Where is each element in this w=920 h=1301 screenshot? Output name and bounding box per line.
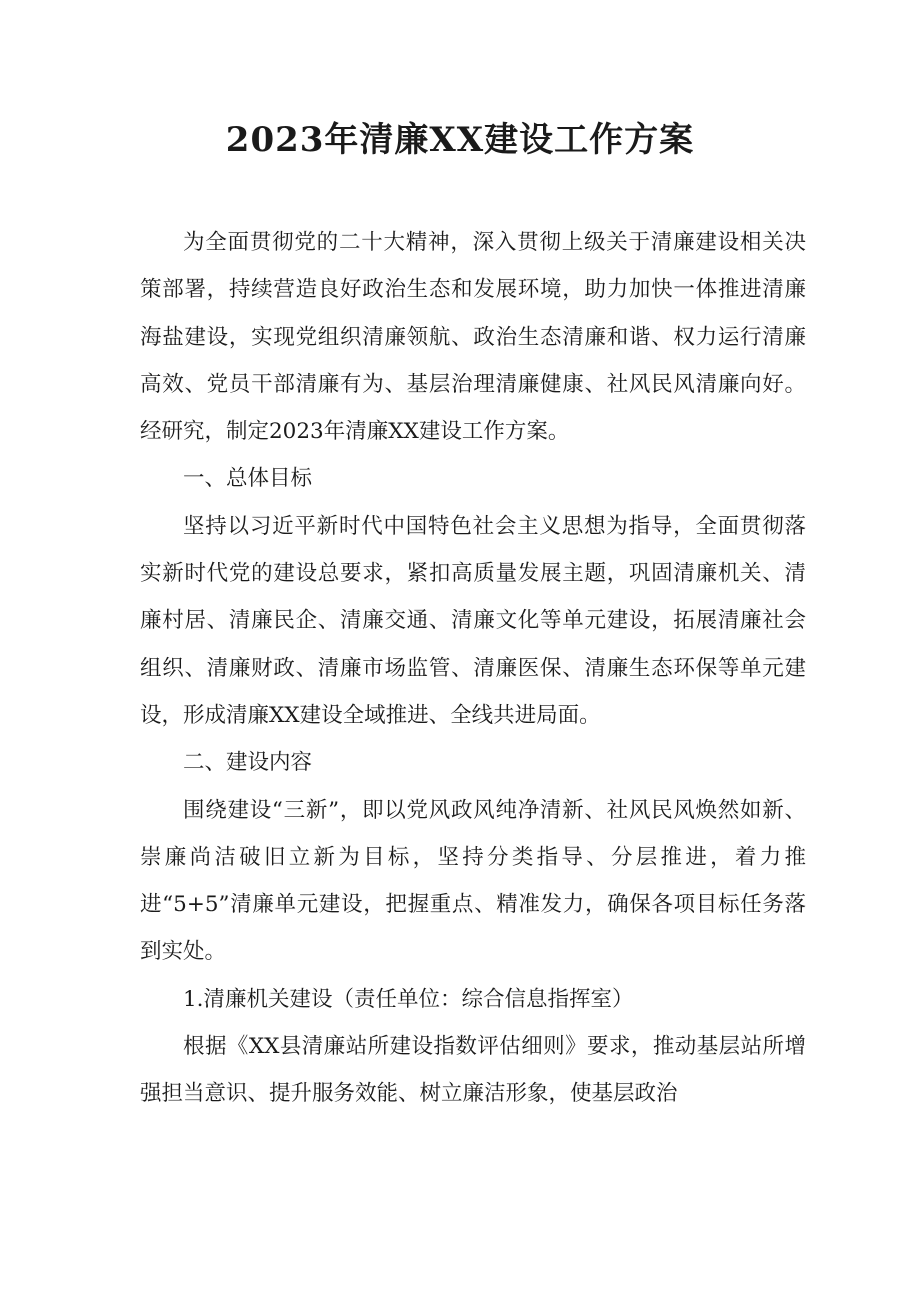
section-heading-overall-goal: 一、总体目标 xyxy=(183,466,313,492)
intro-paragraph: 为全面贯彻党的二十大精神，深入贯彻上级关于清廉建设相关决策部署，持续营造良好政治生态和发展环境，助力加快一体推进清廉海盐建设，实现党组织清廉领航、政治生态清廉和谐、权力运行清廉高效、党员干部清廉有为、基层治理清廉健康、社风民风清廉向好。经研究，制定2023年清廉XX建设工作方案。 xyxy=(140,230,806,445)
subsection-heading-agency: 1.清廉机关建设（责任单位：综合信息指挥室） xyxy=(183,986,634,1012)
section-heading-construction-content: 二、建设内容 xyxy=(183,750,313,776)
overall-goal-paragraph: 坚持以习近平新时代中国特色社会主义思想为指导，全面贯彻落实新时代党的建设总要求，紧扣高质量发展主题，巩固清廉机关、清廉村居、清廉民企、清廉交通、清廉文化等单元建设，拓展清廉社会组织、清廉财政、清廉市场监管、清廉医保、清廉生态环保等单元建设，形成清廉XX建设全域推进、全线共进局面。 xyxy=(140,513,806,728)
document-title: 2023年清廉XX建设工作方案 xyxy=(225,120,695,160)
construction-content-paragraph: 围绕建设“三新”，即以党风政风纯净清新、社风民风焕然如新、崇廉尚洁破旧立新为目标，坚持分类指导、分层推进，着力推进“5+5”清廉单元建设，把握重点、精准发力，确保各项目标任务落到实处。 xyxy=(140,797,806,965)
agency-paragraph: 根据《XX县清廉站所建设指数评估细则》要求，推动基层站所增强担当意识、提升服务效能、树立廉洁形象，使基层政治 xyxy=(140,1034,806,1107)
document-body xyxy=(140,219,806,1118)
